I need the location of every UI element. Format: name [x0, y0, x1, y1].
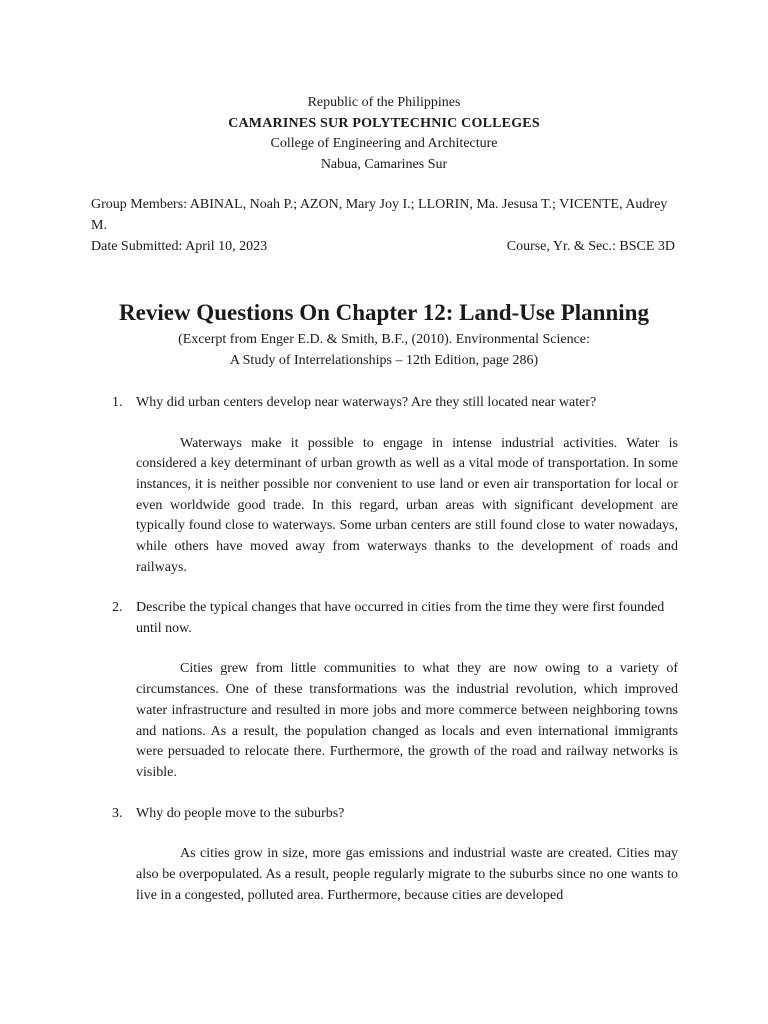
citation-line-2: A Study of Interrelationships – 12th Edition, page 286) — [229, 352, 539, 368]
answer-paragraph: Waterways make it possible to engage in intense industrial activities. Water is considered a key determinant of urban growth as well as a vital mode of transportation. In some instances, it is neither possible nor convenient to use land or even air transportation for local or even worldwide good trade. In this regard, urban areas with significant development are typically found close to waterways. Some urban centers are still found close to water nowadays, while others have moved away from waterways thanks to the development of roads and railways. — [136, 435, 678, 575]
question-item-3 — [112, 804, 678, 907]
question-heading — [112, 393, 678, 414]
document-title: Review Questions On Chapter 12: Land-Use Planning — [119, 300, 649, 325]
question-text: Describe the typical changes that have occurred in cities from the time they were first founded until now. — [136, 600, 665, 636]
title-block — [0, 297, 768, 371]
questions-list — [112, 393, 678, 920]
school-location: Nabua, Camarines Sur — [320, 156, 448, 172]
question-text: Why did urban centers develop near waterways? Are they still located near water? — [136, 395, 597, 410]
school-name: CAMARINES SUR POLYTECHNIC COLLEGES — [228, 115, 540, 131]
answer-paragraph: As cities grow in size, more gas emissions and industrial waste are created. Cities may also be overpopulated. As a result, people regularly migrate to the suburbs since no one wants to live in a congested, polluted area. Furthermore, because cities are developed — [136, 846, 678, 903]
question-number: 3. — [112, 805, 123, 821]
question-item-1 — [112, 393, 678, 578]
question-heading — [112, 598, 678, 639]
question-heading — [112, 804, 678, 825]
submission-info — [91, 194, 675, 257]
college-name: College of Engineering and Architecture — [270, 136, 498, 151]
date-submitted: Date Submitted: April 10, 2023 — [91, 239, 268, 254]
submission-row — [91, 236, 675, 257]
citation-line-1: (Excerpt from Enger E.D. & Smith, B.F., (2010). Environmental Science: — [178, 332, 590, 347]
republic-line: Republic of the Philippines — [307, 95, 461, 110]
question-number: 1. — [112, 395, 123, 410]
question-text: Why do people move to the suburbs? — [136, 805, 345, 821]
course-section: Course, Yr. & Sec.: BSCE 3D — [506, 239, 675, 254]
answer-paragraph: Cities grew from little communities to what they are now owing to a variety of circumstances. One of these transformations was the industrial revolution, which improved water infrastructure and resulted in more jobs and more commerce between neighboring towns and nations. As a result, the population changed as locals and even international immigrants were persuaded to relocate there. Furthermore, the growth of the road and railway networks is visible. — [136, 661, 678, 780]
citation — [0, 330, 768, 371]
question-item-2 — [112, 598, 678, 783]
document-header — [0, 93, 768, 175]
group-members: Group Members: ABINAL, Noah P.; AZON, Mary Joy I.; LLORIN, Ma. Jesusa T.; VICENTE, Audrey M. — [91, 197, 668, 233]
question-number: 2. — [112, 600, 123, 616]
